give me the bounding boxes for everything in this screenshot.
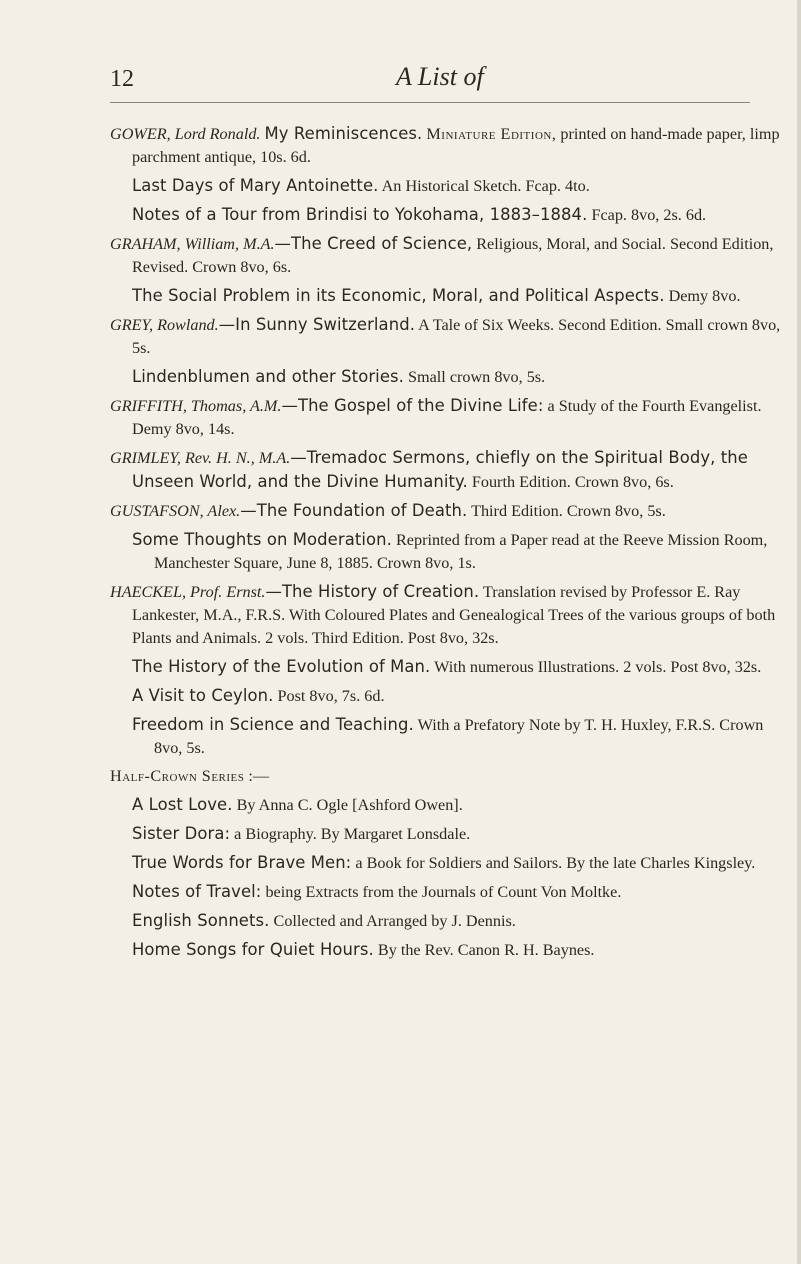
book-details: Fcap. 8vo, 2s. 6d. [591,206,707,224]
book-entry [110,203,790,227]
book-entry [110,822,790,846]
book-title: —The History of Creation. [265,582,480,601]
book-entry [110,528,790,575]
book-title: True Words for Brave Men: [132,853,352,872]
book-details: a Biography. By Margaret Lonsdale. [234,825,471,843]
author-entry [110,446,790,494]
book-title: —The Creed of Science, [274,234,473,253]
book-entry [110,851,790,875]
book-title: Last Days of Mary Antoinette. [132,176,379,195]
page-edge [797,0,801,1264]
book-details: Translation revised by Professor E. Ray Lankester, M.A., F.R.S. With Coloured Plates and Genealogical Trees of the various groups of both Plants and Animals. 2 vols. Third Edition. Post 8vo, 32s. [132,583,776,647]
book-title: Notes of Travel: [132,882,262,901]
header-rule [110,102,750,103]
book-entry [110,655,790,679]
book-details: printed on hand-made paper, limp parchment antique, 10s. 6d. [132,125,780,166]
book-entry [110,284,790,308]
book-details: a Book for Soldiers and Sailors. By the late Charles Kingsley. [355,854,756,872]
book-entry [110,684,790,708]
book-title: The History of the Evolution of Man. [132,657,431,676]
author-entry [110,580,790,650]
book-details: a Study of the Fourth Evangelist. Demy 8vo, 14s. [132,397,762,438]
book-title: A Lost Love. [132,795,233,814]
author-name: GRIMLEY, Rev. H. N., M.A. [110,449,291,467]
book-title: Some Thoughts on Moderation. [132,530,392,549]
catalogue-list [110,122,790,967]
book-title: —The Gospel of the Divine Life: [281,396,544,415]
book-title: Notes of a Tour from Brindisi to Yokohama, 1883–1884. [132,205,588,224]
author-name: HAECKEL, Prof. Ernst. [110,583,266,601]
book-entry [110,174,790,198]
book-details: By the Rev. Canon R. H. Baynes. [377,941,595,959]
book-details: With a Prefatory Note by T. H. Huxley, F.R.S. Crown 8vo, 5s. [154,716,764,757]
book-details: :— [248,767,270,785]
book-details: Religious, Moral, and Social. Second Edition, Revised. Crown 8vo, 6s. [132,235,774,276]
book-entry [110,938,790,962]
book-details: Collected and Arranged by J. Dennis. [273,912,516,930]
page-number: 12 [110,66,134,92]
book-title: Lindenblumen and other Stories. [132,367,404,386]
author-name: GOWER, Lord Ronald. [110,125,261,143]
book-title: —The Foundation of Death. [240,501,468,520]
author-entry [110,232,790,279]
author-entry [110,122,790,169]
book-title: The Social Problem in its Economic, Moral, and Political Aspects. [132,286,665,305]
book-title: Home Songs for Quiet Hours. [132,940,374,959]
book-title: —In Sunny Switzerland. [218,315,416,334]
book-title: Freedom in Science and Teaching. [132,715,414,734]
book-title: Sister Dora: [132,824,231,843]
book-details: With numerous Illustrations. 2 vols. Post 8vo, 32s. [434,658,762,676]
book-title: —Tremadoc Sermons, chiefly on the Spiritual Body, the Unseen World, and the Divine Humanity. [132,448,748,491]
book-entry [110,880,790,904]
book-entry [110,365,790,389]
book-details: An Historical Sketch. Fcap. 4to. [381,177,590,195]
author-entry [110,765,790,788]
book-details: Third Edition. Crown 8vo, 5s. [471,502,666,520]
small-caps-text: Half-Crown Series [110,767,245,785]
author-name: GREY, Rowland. [110,316,219,334]
running-head: A List of [396,62,484,91]
book-title: English Sonnets. [132,911,270,930]
author-entry [110,499,790,523]
book-details: being Extracts from the Journals of Count Von Moltke. [265,883,622,901]
book-title: My Reminiscences. [264,124,423,143]
author-name: GRIFFITH, Thomas, A.M. [110,397,282,415]
author-entry [110,313,790,360]
book-details: Reprinted from a Paper read at the Reeve Mission Room, Manchester Square, June 8, 1885. Crown 8vo, 1s. [154,531,768,572]
book-entry [110,793,790,817]
book-entry [110,713,790,760]
book-details: Small crown 8vo, 5s. [408,368,546,386]
book-title: A Visit to Ceylon. [132,686,274,705]
book-details: Demy 8vo. [668,287,741,305]
book-entry [110,909,790,933]
book-details: Fourth Edition. Crown 8vo, 6s. [471,473,674,491]
small-caps-text: Miniature Edition, [426,125,557,143]
book-details: By Anna C. Ogle [Ashford Owen]. [236,796,463,814]
book-details: Post 8vo, 7s. 6d. [277,687,385,705]
author-name: GRAHAM, William, M.A. [110,235,275,253]
author-name: GUSTAFSON, Alex. [110,502,241,520]
author-entry [110,394,790,441]
book-details: A Tale of Six Weeks. Second Edition. Small crown 8vo, 5s. [132,316,781,357]
